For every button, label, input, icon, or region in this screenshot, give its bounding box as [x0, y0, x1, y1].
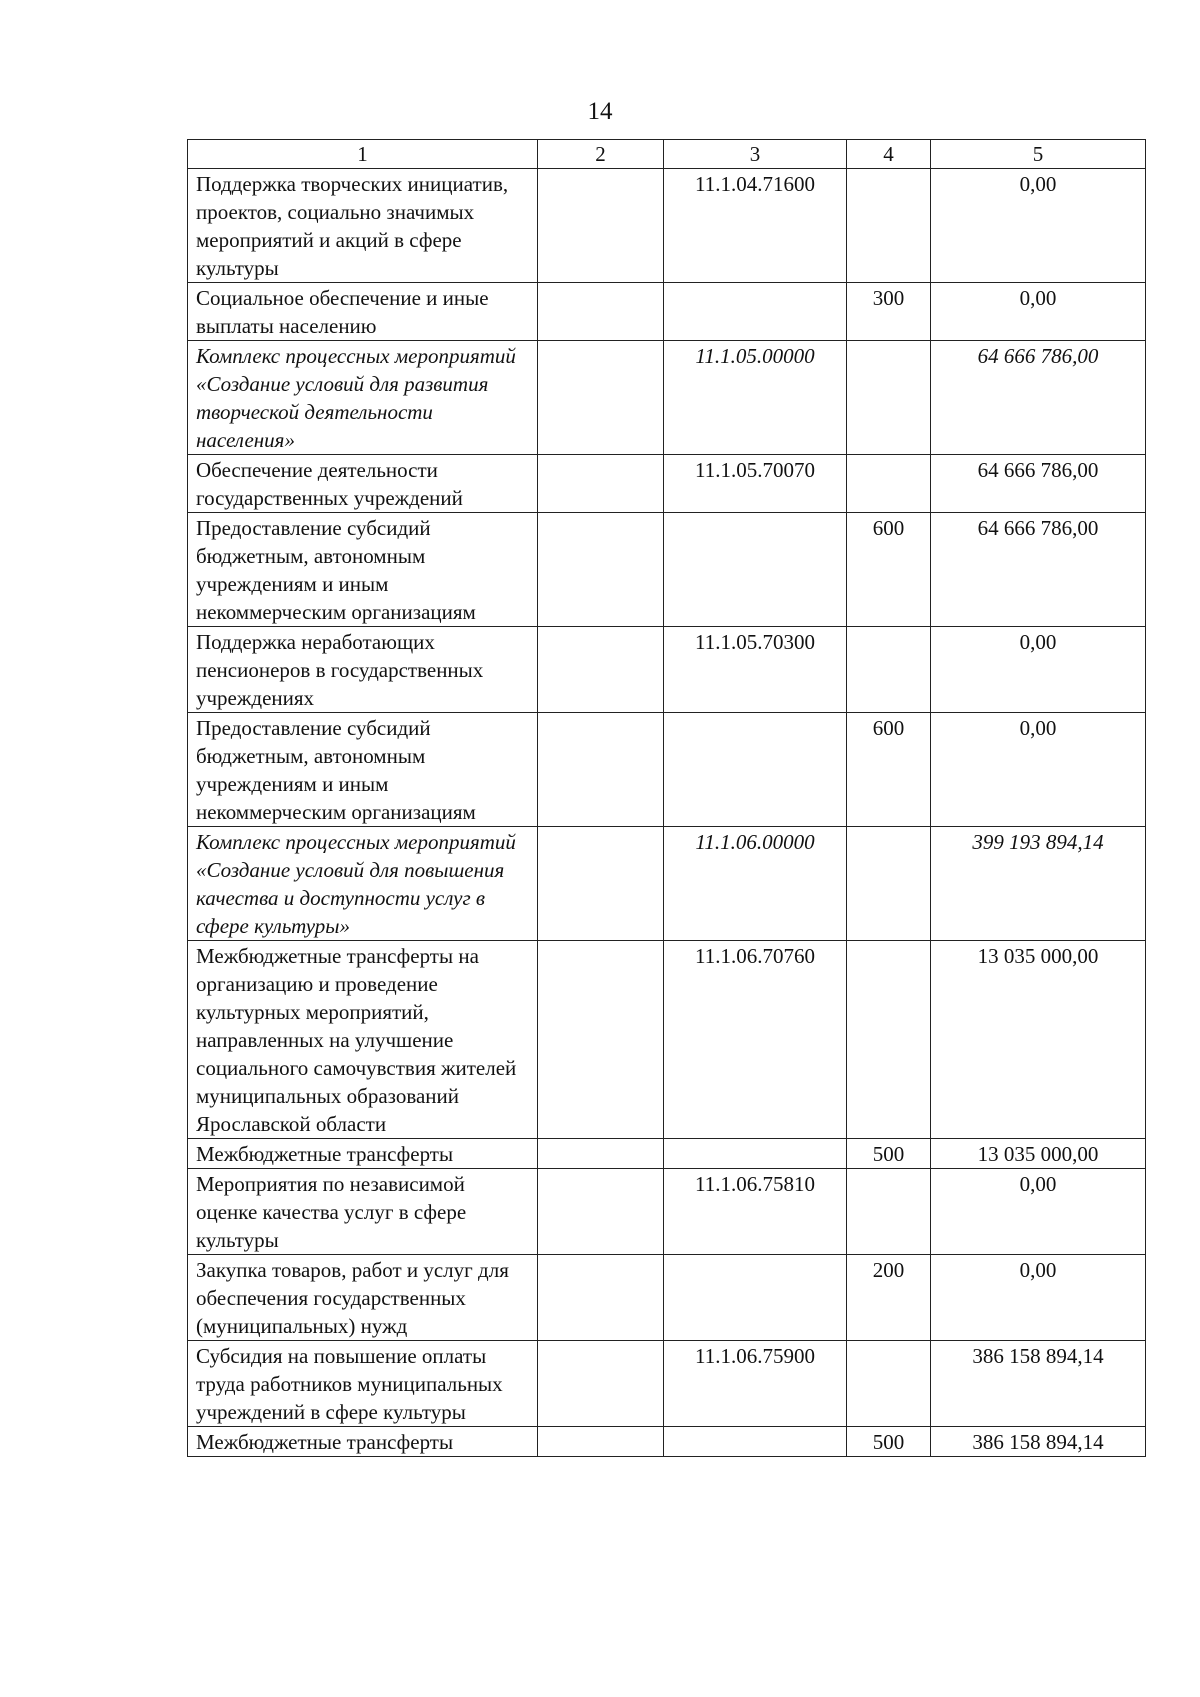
row-name: Предоставление субсидий бюджетным, автономным учреждениям и иным некоммерческим организациям [188, 513, 538, 627]
row-col2 [538, 1169, 664, 1255]
table-row [188, 513, 1146, 627]
row-type [847, 627, 931, 713]
row-type: 600 [847, 713, 931, 827]
table-row [188, 283, 1146, 341]
table-row [188, 1139, 1146, 1169]
row-name: Социальное обеспечение и иные выплаты населению [188, 283, 538, 341]
row-type: 600 [847, 513, 931, 627]
column-header-3: 3 [664, 140, 847, 169]
row-col2 [538, 455, 664, 513]
table-row [188, 169, 1146, 283]
row-type [847, 827, 931, 941]
table-row [188, 1427, 1146, 1457]
row-type [847, 1341, 931, 1427]
row-code [664, 1255, 847, 1341]
row-col2 [538, 1255, 664, 1341]
budget-table [187, 139, 1146, 1457]
row-name: Предоставление субсидий бюджетным, автономным учреждениям и иным некоммерческим организациям [188, 713, 538, 827]
row-name: Обеспечение деятельности государственных учреждений [188, 455, 538, 513]
row-name: Межбюджетные трансферты [188, 1139, 538, 1169]
row-col2 [538, 713, 664, 827]
row-col2 [538, 283, 664, 341]
row-code [664, 1427, 847, 1457]
row-type [847, 341, 931, 455]
row-code: 11.1.06.70760 [664, 941, 847, 1139]
table-row [188, 1255, 1146, 1341]
table-row [188, 713, 1146, 827]
table-row [188, 455, 1146, 513]
row-amount: 0,00 [931, 169, 1146, 283]
row-name: Комплекс процессных мероприятий «Создание условий для повышения качества и доступности услуг в сфере культуры» [188, 827, 538, 941]
row-code: 11.1.05.70300 [664, 627, 847, 713]
row-name: Мероприятия по независимой оценке качества услуг в сфере культуры [188, 1169, 538, 1255]
row-amount: 64 666 786,00 [931, 341, 1146, 455]
row-type [847, 169, 931, 283]
row-code [664, 713, 847, 827]
row-type: 500 [847, 1139, 931, 1169]
row-code: 11.1.04.71600 [664, 169, 847, 283]
row-amount: 0,00 [931, 1255, 1146, 1341]
row-col2 [538, 169, 664, 283]
row-amount: 399 193 894,14 [931, 827, 1146, 941]
row-code [664, 513, 847, 627]
row-col2 [538, 827, 664, 941]
row-code: 11.1.06.75900 [664, 1341, 847, 1427]
row-name: Комплекс процессных мероприятий «Создание условий для развития творческой деятельности населения» [188, 341, 538, 455]
row-amount: 0,00 [931, 283, 1146, 341]
table-row [188, 827, 1146, 941]
row-type [847, 941, 931, 1139]
row-name: Поддержка неработающих пенсионеров в государственных учреждениях [188, 627, 538, 713]
row-col2 [538, 1139, 664, 1169]
column-header-4: 4 [847, 140, 931, 169]
row-name: Поддержка творческих инициатив, проектов, социально значимых мероприятий и акций в сфере культуры [188, 169, 538, 283]
row-col2 [538, 513, 664, 627]
row-type [847, 1169, 931, 1255]
row-amount: 64 666 786,00 [931, 513, 1146, 627]
row-amount: 0,00 [931, 1169, 1146, 1255]
table-row [188, 1169, 1146, 1255]
row-name: Субсидия на повышение оплаты труда работников муниципальных учреждений в сфере культуры [188, 1341, 538, 1427]
row-amount: 386 158 894,14 [931, 1427, 1146, 1457]
row-type [847, 455, 931, 513]
column-header-5: 5 [931, 140, 1146, 169]
row-type: 200 [847, 1255, 931, 1341]
row-code: 11.1.05.00000 [664, 341, 847, 455]
row-name: Межбюджетные трансферты [188, 1427, 538, 1457]
row-amount: 64 666 786,00 [931, 455, 1146, 513]
row-code [664, 283, 847, 341]
row-code [664, 1139, 847, 1169]
row-type: 300 [847, 283, 931, 341]
row-col2 [538, 941, 664, 1139]
row-col2 [538, 1341, 664, 1427]
row-name: Межбюджетные трансферты на организацию и проведение культурных мероприятий, направленных на улучшение социального самочувствия жителей муниципальных образований Ярославской области [188, 941, 538, 1139]
row-code: 11.1.06.00000 [664, 827, 847, 941]
column-header-1: 1 [188, 140, 538, 169]
row-name: Закупка товаров, работ и услуг для обеспечения государственных (муниципальных) нужд [188, 1255, 538, 1341]
page-number: 14 [587, 98, 613, 125]
table-row [188, 341, 1146, 455]
row-col2 [538, 341, 664, 455]
row-col2 [538, 1427, 664, 1457]
row-amount: 0,00 [931, 627, 1146, 713]
row-col2 [538, 627, 664, 713]
row-type: 500 [847, 1427, 931, 1457]
table-row [188, 627, 1146, 713]
row-amount: 13 035 000,00 [931, 1139, 1146, 1169]
table-header-row [188, 140, 1146, 169]
row-code: 11.1.06.75810 [664, 1169, 847, 1255]
row-amount: 386 158 894,14 [931, 1341, 1146, 1427]
row-code: 11.1.05.70070 [664, 455, 847, 513]
table-row [188, 941, 1146, 1139]
row-amount: 0,00 [931, 713, 1146, 827]
table-row [188, 1341, 1146, 1427]
row-amount: 13 035 000,00 [931, 941, 1146, 1139]
column-header-2: 2 [538, 140, 664, 169]
